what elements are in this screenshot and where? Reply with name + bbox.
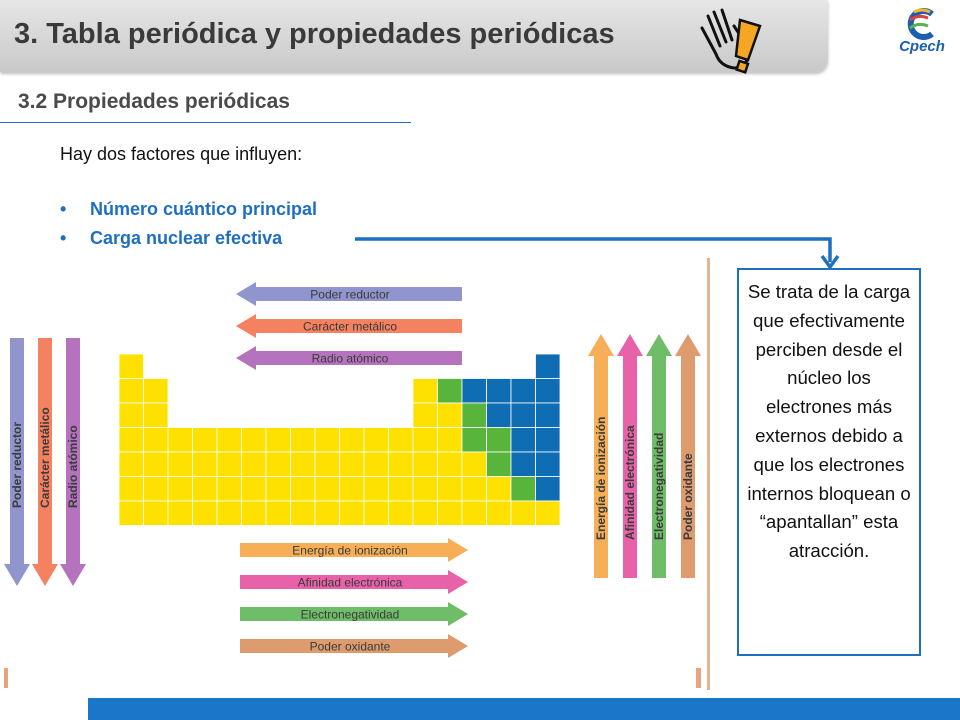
table-cell [536, 501, 561, 526]
table-cell [315, 501, 340, 526]
table-cell [340, 452, 365, 477]
table-cell [536, 379, 561, 404]
table-cell [168, 477, 193, 502]
table-cell [462, 452, 487, 477]
logo-mark-icon [892, 6, 952, 42]
right-arrow-label: Afinidad electrónica [297, 575, 403, 590]
down-arrow-label: Poder reductor [10, 421, 24, 508]
logo-text: Cpech [899, 38, 945, 55]
table-cell [291, 452, 316, 477]
bullet-item [60, 199, 317, 220]
table-cell [168, 452, 193, 477]
table-cell [462, 501, 487, 526]
table-cell [340, 428, 365, 453]
table-cell [119, 501, 144, 526]
table-cell [266, 452, 291, 477]
table-cell [511, 501, 536, 526]
table-cell [193, 452, 218, 477]
table-cell [242, 501, 267, 526]
table-cell [462, 379, 487, 404]
table-cell [119, 428, 144, 453]
table-cell [315, 428, 340, 453]
down-arrow-label: Carácter metálico [38, 407, 52, 508]
callout-box: Se trata de la carga que efectivamente perciben desde el núcleo los electrones más externos debido a que los electrones internos bloquean o “apantallan” esta atracción. [737, 268, 921, 656]
left-arrow-label: Poder reductor [310, 287, 390, 302]
divider-line [707, 258, 710, 690]
table-cell [438, 428, 463, 453]
table-cell [487, 477, 512, 502]
table-cell [487, 501, 512, 526]
table-cell [315, 452, 340, 477]
subtitle-underline [0, 122, 411, 123]
table-cell [266, 501, 291, 526]
table-cell [536, 452, 561, 477]
table-cell [144, 477, 169, 502]
table-cell [144, 428, 169, 453]
table-cell [389, 501, 414, 526]
table-cell [438, 477, 463, 502]
table-cell [242, 477, 267, 502]
table-cell [413, 379, 438, 404]
intro-text: Hay dos factores que influyen: [60, 144, 303, 164]
right-arrow-label: Poder oxidante [309, 639, 391, 654]
table-cell [438, 403, 463, 428]
table-cell [364, 452, 389, 477]
down-arrow-label: Radio atómico [66, 425, 80, 508]
table-cell [119, 477, 144, 502]
table-cell [511, 477, 536, 502]
table-cell [144, 501, 169, 526]
table-cell [438, 452, 463, 477]
table-cell [438, 379, 463, 404]
table-cell [291, 428, 316, 453]
table-cell [487, 452, 512, 477]
table-cell [389, 452, 414, 477]
section-subtitle: 3.2 Propiedades periódicas [18, 90, 290, 113]
table-cell [340, 501, 365, 526]
pointing-hand-icon [690, 2, 770, 82]
table-cell [193, 501, 218, 526]
table-cell [389, 477, 414, 502]
table-cell [413, 477, 438, 502]
table-cell [242, 452, 267, 477]
right-arrow-label: Energía de ionización [292, 543, 408, 558]
bullet-dot: • [60, 228, 67, 248]
table-cell [536, 477, 561, 502]
table-cell [364, 428, 389, 453]
left-arrow-label: Radio atómico [311, 351, 389, 366]
table-cell [266, 428, 291, 453]
up-arrow-label: Afinidad electrónica [623, 425, 637, 540]
up-arrow-label: Poder oxidante [681, 453, 695, 540]
table-cell [217, 501, 242, 526]
table-cell [144, 403, 169, 428]
table-cell [144, 379, 169, 404]
table-cell [217, 477, 242, 502]
table-cell [291, 501, 316, 526]
table-cell [119, 403, 144, 428]
table-cell [511, 428, 536, 453]
table-cell [413, 403, 438, 428]
table-cell [438, 501, 463, 526]
bullet-item [60, 228, 282, 249]
decor-bar [4, 668, 8, 688]
table-cell [536, 354, 561, 379]
bullet-label: Carga nuclear efectiva [90, 228, 283, 248]
table-cell [462, 428, 487, 453]
decor-bar [696, 668, 701, 688]
bullet-dot: • [60, 199, 67, 219]
table-cell [217, 452, 242, 477]
table-cell [462, 477, 487, 502]
up-arrow-label: Energía de ionización [594, 416, 608, 540]
table-cell [413, 501, 438, 526]
table-cell [193, 477, 218, 502]
bullet-label: Número cuántico principal [90, 199, 318, 219]
table-cell [119, 379, 144, 404]
table-cell [389, 428, 414, 453]
table-cell [462, 403, 487, 428]
left-arrow-label: Carácter metálico [302, 319, 398, 334]
table-cell [242, 428, 267, 453]
right-arrow-label: Electronegatividad [300, 607, 400, 622]
table-cell [168, 428, 193, 453]
periodic-trends-figure [0, 258, 710, 698]
table-cell [119, 354, 144, 379]
table-cell [413, 452, 438, 477]
table-cell [217, 428, 242, 453]
footer-bar [88, 698, 960, 720]
table-cell [413, 428, 438, 453]
table-cell [144, 452, 169, 477]
cpech-logo [892, 6, 952, 60]
table-cell [291, 477, 316, 502]
table-cell [536, 428, 561, 453]
table-cell [168, 501, 193, 526]
table-cell [266, 477, 291, 502]
table-cell [487, 428, 512, 453]
table-cell [340, 477, 365, 502]
up-arrow-label: Electronegatividad [652, 432, 666, 540]
table-cell [364, 477, 389, 502]
table-cell [119, 452, 144, 477]
page-title: 3. Tabla periódica y propiedades periódicas [14, 18, 615, 50]
table-cell [487, 379, 512, 404]
table-cell [364, 501, 389, 526]
table-cell [315, 477, 340, 502]
table-cell [193, 428, 218, 453]
table-cell [511, 403, 536, 428]
table-cell [536, 403, 561, 428]
table-cell [511, 452, 536, 477]
table-cell [487, 403, 512, 428]
table-cell [511, 379, 536, 404]
